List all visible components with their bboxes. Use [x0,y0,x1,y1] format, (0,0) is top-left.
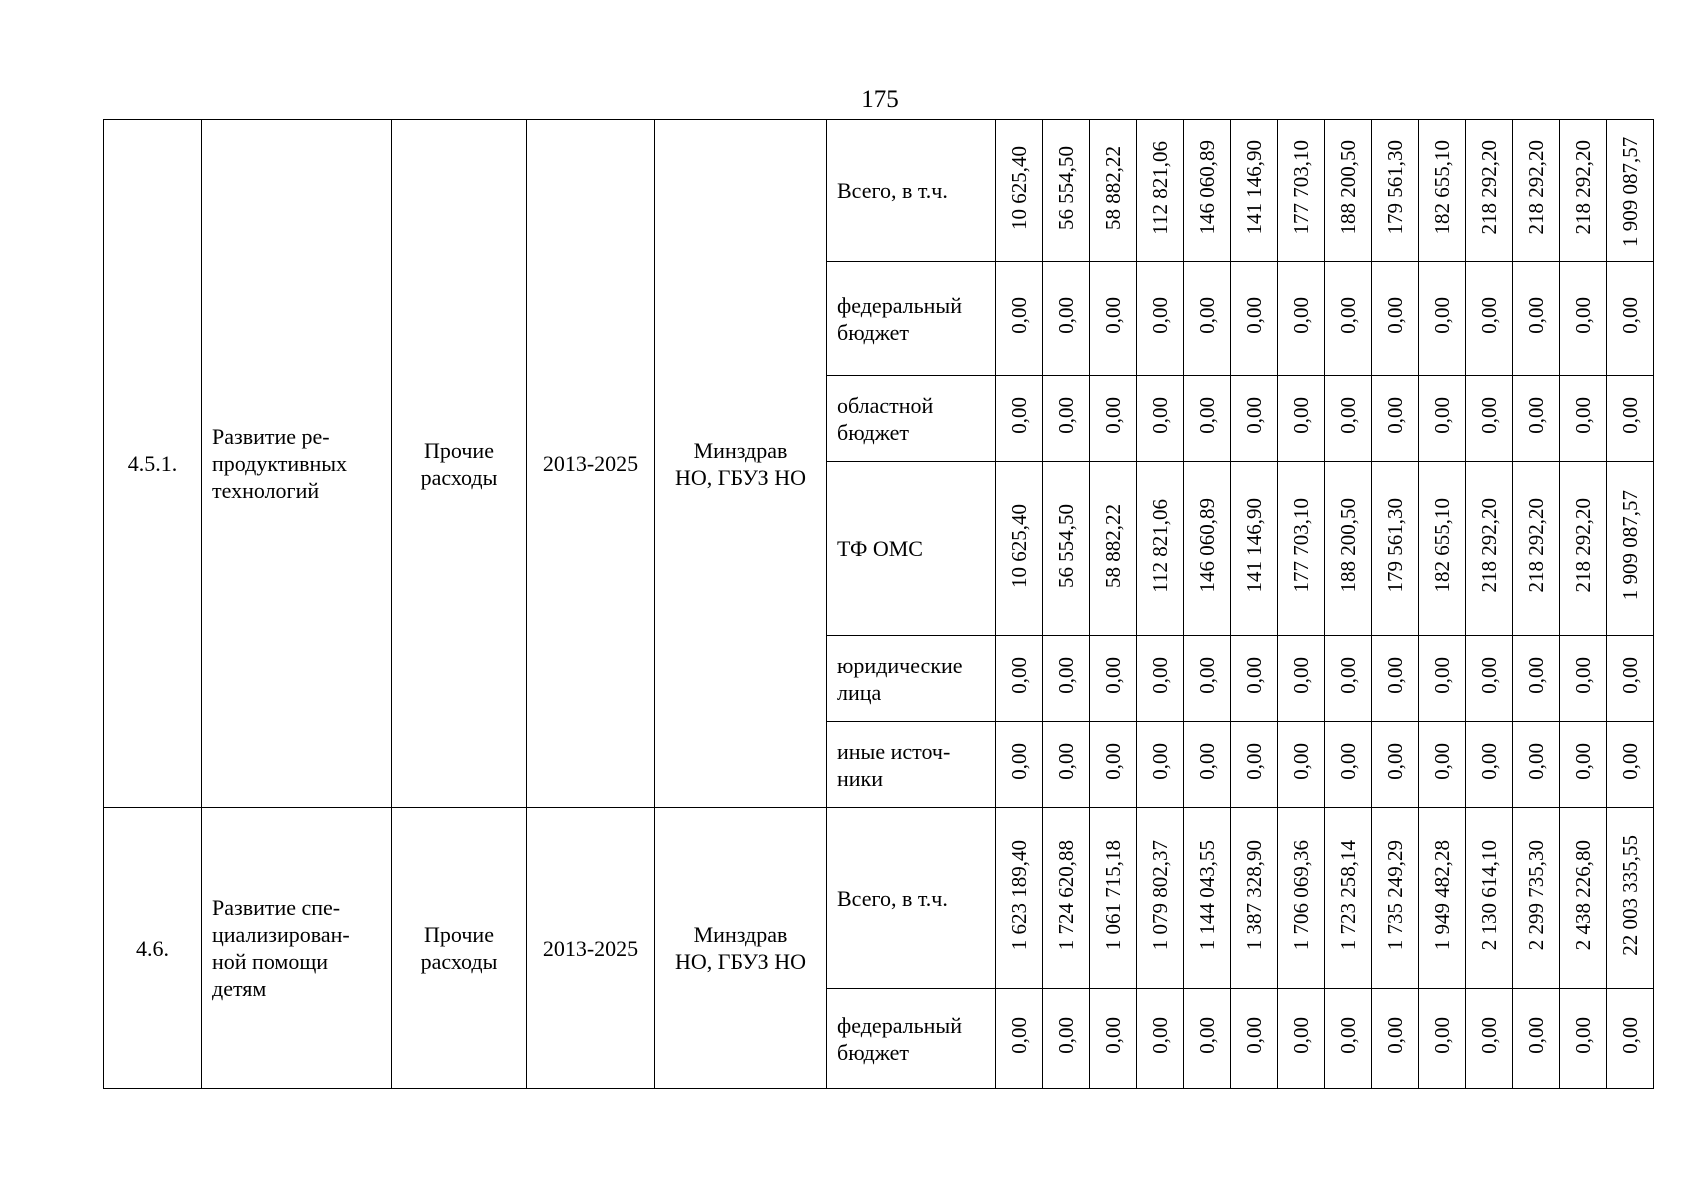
value-cell [1043,376,1090,462]
value-text: 0,00 [1289,657,1313,694]
value-cell [1560,262,1607,376]
value-text: 0,00 [1195,743,1219,780]
value-cell [1278,808,1325,989]
value-text: 0,00 [1336,657,1360,694]
value-cell [1231,636,1278,722]
value-text: 0,00 [1289,297,1313,334]
value-cell [1043,989,1090,1089]
value-text: 179 561,30 [1383,498,1407,593]
value-cell [1090,376,1137,462]
value-cell [1090,808,1137,989]
value-text: 0,00 [1101,743,1125,780]
value-text: 1 724 620,88 [1054,839,1078,951]
value-cell [1372,636,1419,722]
table-row [104,808,1654,989]
value-text: 1 909 087,57 [1618,136,1642,247]
funding-source: ТФ ОМС [827,462,996,636]
value-text: 218 292,20 [1524,498,1548,593]
expense-type: Прочие расходы [392,808,527,1089]
value-text: 0,00 [1618,397,1642,434]
value-text: 0,00 [1618,297,1642,334]
value-text: 112 821,06 [1148,498,1172,593]
value-text: 0,00 [1383,1017,1407,1054]
value-text: 56 554,50 [1054,145,1078,230]
value-cell [1607,636,1654,722]
value-cell [1419,636,1466,722]
value-cell [1466,808,1513,989]
value-cell [1466,989,1513,1089]
value-text: 0,00 [1101,1017,1125,1054]
value-cell [1419,462,1466,636]
value-cell [1466,120,1513,262]
value-cell [1137,262,1184,376]
value-cell [1419,808,1466,989]
value-text: 0,00 [1571,743,1595,780]
value-cell [1043,722,1090,808]
period: 2013-2025 [527,120,655,808]
value-cell [1560,462,1607,636]
value-cell [1513,262,1560,376]
funding-source: Всего, в т.ч. [827,120,996,262]
value-text: 0,00 [1007,657,1031,694]
value-text: 182 655,10 [1430,140,1454,235]
value-text: 0,00 [1618,743,1642,780]
value-text: 146 060,89 [1195,498,1219,593]
value-cell [1513,462,1560,636]
value-cell [1372,262,1419,376]
section-name: Развитие ре- продуктивных технологий [202,120,392,808]
value-text: 177 703,10 [1289,498,1313,593]
value-text: 0,00 [1054,397,1078,434]
value-cell [1372,120,1419,262]
value-text: 0,00 [1383,743,1407,780]
value-cell [1184,120,1231,262]
value-text: 10 625,40 [1007,145,1031,230]
value-cell [1419,120,1466,262]
value-text: 0,00 [1242,1017,1266,1054]
value-cell [1372,808,1419,989]
value-text: 0,00 [1289,397,1313,434]
value-text: 0,00 [1571,297,1595,334]
value-cell [1090,262,1137,376]
value-cell [1325,636,1372,722]
value-text: 1 061 715,18 [1101,839,1125,951]
value-cell [1278,636,1325,722]
value-text: 0,00 [1571,397,1595,434]
value-text: 1 735 249,29 [1383,839,1407,951]
value-cell [1607,722,1654,808]
value-text: 141 146,90 [1242,498,1266,593]
value-text: 0,00 [1148,397,1172,434]
value-text: 1 144 043,55 [1195,839,1219,951]
value-cell [1231,120,1278,262]
value-text: 218 292,20 [1524,140,1548,235]
value-cell [1419,989,1466,1089]
value-cell [1513,120,1560,262]
value-text: 188 200,50 [1336,498,1360,593]
value-text: 218 292,20 [1477,498,1501,593]
value-text: 0,00 [1007,743,1031,780]
value-text: 1 079 802,37 [1148,839,1172,951]
executor: Минздрав НО, ГБУЗ НО [655,120,827,808]
value-cell [1513,636,1560,722]
value-text: 188 200,50 [1336,140,1360,235]
value-cell [1137,462,1184,636]
value-cell [1560,120,1607,262]
value-cell [1043,808,1090,989]
value-cell [1560,376,1607,462]
value-cell [1607,462,1654,636]
value-cell [1325,262,1372,376]
value-cell [1607,808,1654,989]
value-text: 0,00 [1336,1017,1360,1054]
value-text: 0,00 [1430,1017,1454,1054]
value-cell [1372,989,1419,1089]
value-text: 0,00 [1242,297,1266,334]
value-cell [1607,262,1654,376]
value-text: 0,00 [1618,657,1642,694]
value-text: 0,00 [1571,1017,1595,1054]
value-text: 0,00 [1477,657,1501,694]
value-cell [1231,376,1278,462]
value-text: 58 882,22 [1101,145,1125,230]
value-cell [1184,989,1231,1089]
value-cell [1231,722,1278,808]
value-text: 0,00 [1195,297,1219,334]
value-cell [996,989,1043,1089]
value-text: 0,00 [1430,397,1454,434]
value-cell [1325,120,1372,262]
value-text: 0,00 [1524,743,1548,780]
value-text: 0,00 [1430,297,1454,334]
value-text: 146 060,89 [1195,140,1219,235]
funding-source: Всего, в т.ч. [827,808,996,989]
value-cell [1513,989,1560,1089]
value-cell [1466,262,1513,376]
value-cell [1325,376,1372,462]
value-cell [1372,722,1419,808]
value-text: 0,00 [1195,1017,1219,1054]
value-cell [1466,462,1513,636]
executor: Минздрав НО, ГБУЗ НО [655,808,827,1089]
value-text: 0,00 [1148,743,1172,780]
value-text: 0,00 [1524,657,1548,694]
value-text: 0,00 [1242,743,1266,780]
value-text: 0,00 [1430,743,1454,780]
value-cell [1090,120,1137,262]
table-row [104,120,1654,262]
value-text: 2 438 226,80 [1571,839,1595,951]
value-text: 0,00 [1336,397,1360,434]
value-text: 0,00 [1477,297,1501,334]
value-text: 0,00 [1101,657,1125,694]
value-text: 0,00 [1148,297,1172,334]
value-cell [1231,808,1278,989]
value-cell [1090,462,1137,636]
value-text: 1 949 482,28 [1430,839,1454,951]
value-cell [1137,989,1184,1089]
value-text: 0,00 [1477,1017,1501,1054]
value-cell [1325,808,1372,989]
value-text: 0,00 [1571,657,1595,694]
value-text: 2 299 735,30 [1524,839,1548,951]
page-number: 175 [861,86,899,113]
value-text: 0,00 [1054,657,1078,694]
value-cell [996,722,1043,808]
value-cell [1137,120,1184,262]
value-cell [1231,989,1278,1089]
funding-source: федеральный бюджет [827,262,996,376]
section-code: 4.5.1. [104,120,202,808]
value-text: 0,00 [1383,657,1407,694]
value-cell [1090,636,1137,722]
value-cell [1607,120,1654,262]
value-text: 0,00 [1242,657,1266,694]
value-text: 1 723 258,14 [1336,839,1360,951]
value-text: 0,00 [1195,657,1219,694]
value-cell [1372,462,1419,636]
value-text: 0,00 [1054,1017,1078,1054]
value-text: 0,00 [1524,297,1548,334]
funding-source: юридические лица [827,636,996,722]
value-cell [1231,462,1278,636]
value-cell [996,376,1043,462]
value-cell [1278,376,1325,462]
section-name: Развитие спе- циализирован- ной помощи детям [202,808,392,1089]
value-text: 2 130 614,10 [1477,839,1501,951]
value-cell [1325,722,1372,808]
value-text: 0,00 [1430,657,1454,694]
value-cell [1419,376,1466,462]
value-text: 0,00 [1054,743,1078,780]
value-cell [1184,376,1231,462]
value-text: 112 821,06 [1148,140,1172,235]
value-text: 0,00 [1618,1017,1642,1054]
value-text: 218 292,20 [1571,498,1595,593]
value-text: 0,00 [1289,743,1313,780]
value-cell [996,636,1043,722]
section-code: 4.6. [104,808,202,1089]
funding-source: областной бюджет [827,376,996,462]
value-cell [1278,120,1325,262]
value-cell [1043,636,1090,722]
value-text: 1 387 328,90 [1242,839,1266,951]
value-text: 179 561,30 [1383,140,1407,235]
value-text: 1 909 087,57 [1618,490,1642,601]
value-cell [1184,462,1231,636]
value-text: 56 554,50 [1054,503,1078,588]
value-text: 177 703,10 [1289,140,1313,235]
value-cell [1090,989,1137,1089]
funding-source: иные источ- ники [827,722,996,808]
value-text: 218 292,20 [1477,140,1501,235]
value-cell [1278,462,1325,636]
value-cell [1325,462,1372,636]
value-text: 0,00 [1007,297,1031,334]
value-cell [1137,722,1184,808]
value-cell [996,808,1043,989]
value-cell [1090,722,1137,808]
value-text: 1 623 189,40 [1007,839,1031,951]
value-cell [1278,722,1325,808]
value-cell [1184,636,1231,722]
value-text: 0,00 [1007,1017,1031,1054]
value-text: 0,00 [1148,1017,1172,1054]
value-cell [996,462,1043,636]
value-text: 0,00 [1289,1017,1313,1054]
value-cell [1043,462,1090,636]
value-cell [1137,636,1184,722]
value-text: 0,00 [1007,397,1031,434]
value-cell [1560,808,1607,989]
value-text: 10 625,40 [1007,503,1031,588]
value-cell [1466,636,1513,722]
value-text: 0,00 [1054,297,1078,334]
value-cell [1184,808,1231,989]
value-text: 58 882,22 [1101,503,1125,588]
value-text: 141 146,90 [1242,140,1266,235]
value-text: 1 706 069,36 [1289,839,1313,951]
value-text: 0,00 [1195,397,1219,434]
value-text: 22 003 335,55 [1618,834,1642,956]
value-text: 0,00 [1524,397,1548,434]
value-text: 0,00 [1336,743,1360,780]
value-cell [1513,376,1560,462]
value-text: 0,00 [1477,743,1501,780]
value-cell [1466,722,1513,808]
value-text: 0,00 [1242,397,1266,434]
funding-source: федеральный бюджет [827,989,996,1089]
budget-table [103,119,1654,1089]
value-cell [1513,722,1560,808]
period: 2013-2025 [527,808,655,1089]
value-cell [1278,989,1325,1089]
value-cell [1043,120,1090,262]
value-cell [1184,722,1231,808]
value-cell [1231,262,1278,376]
value-cell [996,262,1043,376]
value-cell [1419,722,1466,808]
value-cell [1184,262,1231,376]
value-cell [1560,636,1607,722]
value-cell [996,120,1043,262]
value-text: 0,00 [1101,397,1125,434]
value-text: 218 292,20 [1571,140,1595,235]
value-text: 0,00 [1101,297,1125,334]
value-text: 0,00 [1383,397,1407,434]
value-cell [1607,376,1654,462]
value-cell [1278,262,1325,376]
value-cell [1560,989,1607,1089]
value-cell [1043,262,1090,376]
value-text: 0,00 [1524,1017,1548,1054]
value-cell [1513,808,1560,989]
value-cell [1372,376,1419,462]
value-text: 182 655,10 [1430,498,1454,593]
value-cell [1137,376,1184,462]
value-cell [1466,376,1513,462]
value-text: 0,00 [1477,397,1501,434]
value-cell [1325,989,1372,1089]
value-cell [1607,989,1654,1089]
value-cell [1137,808,1184,989]
value-text: 0,00 [1336,297,1360,334]
value-cell [1419,262,1466,376]
value-cell [1560,722,1607,808]
value-text: 0,00 [1148,657,1172,694]
value-text: 0,00 [1383,297,1407,334]
expense-type: Прочие расходы [392,120,527,808]
